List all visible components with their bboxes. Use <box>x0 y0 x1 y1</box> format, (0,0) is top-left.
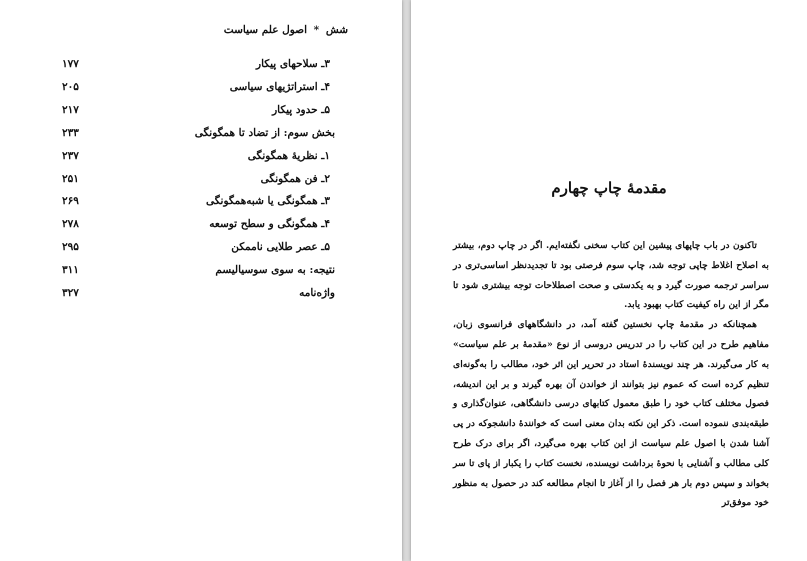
body-text <box>453 236 769 513</box>
toc-entry <box>0 285 402 307</box>
toc-entry <box>0 262 402 284</box>
toc-entry-page: ۲۰۵ <box>62 80 79 93</box>
toc-entry-page: ۲۳۳ <box>62 126 79 139</box>
right-page <box>411 0 807 561</box>
toc-entry-title: ۵ـ عصر طلایی ناممکن <box>231 241 330 254</box>
book-title: اصول علم سیاست <box>223 24 307 36</box>
toc-entry-page: ۲۹۵ <box>62 241 79 254</box>
toc-entry-title: ۴ـ استراتژیهای سیاسی <box>229 80 330 93</box>
toc-entry <box>0 171 402 193</box>
toc-entry-page: ۳۱۱ <box>62 264 79 277</box>
toc-entry <box>0 102 402 124</box>
toc-entry-title: ۱ـ نظریهٔ همگونگی <box>247 149 330 162</box>
paragraph: تاکنون در باب چاپهای پیشین این کتاب سخنی نگفته‌ایم. اگر در چاپ دوم، بیشتر به اصلاح اغلاط چاپی توجه شد، چاپ سوم فرصتی بود تا تجدیدنظر اساسی‌تری در سراسر ترجمه صورت گیرد و به یکدستی و صحت اصطلاحات توجه بیشتری شود تا مگر از این راه کیفیت کتاب بهبود یابد. <box>453 240 769 311</box>
toc-entry <box>0 56 402 78</box>
toc-entry-title: ۲ـ فن همگونگی <box>260 172 330 185</box>
toc-entry-title: نتیجه: به سوی سوسیالیسم <box>215 264 335 277</box>
toc-entry-title: ۳ـ سلاحهای پیکار <box>256 58 330 70</box>
toc-entry <box>0 239 402 261</box>
left-page <box>0 0 402 561</box>
toc-entry-title: ۵ـ حدود پیکار <box>272 103 330 116</box>
toc-entry <box>0 148 402 170</box>
toc-entry-title: واژه‌نامه <box>299 287 335 299</box>
toc-entry <box>0 125 402 147</box>
toc-entry-page: ۲۳۷ <box>62 149 79 162</box>
running-head <box>224 24 348 36</box>
toc-entry-page: ۲۶۹ <box>62 195 79 208</box>
toc-entry-page: ۲۷۸ <box>62 218 79 231</box>
toc-entry-title: ۳ـ همگونگی یا شبه‌همگونگی <box>205 195 330 208</box>
toc-entry-page: ۲۱۷ <box>62 103 79 116</box>
toc-entry <box>0 193 402 215</box>
toc-entry <box>0 79 402 101</box>
toc-entry-title: بخش سوم: از تضاد تا همگونگی <box>194 126 335 139</box>
toc-entry-page: ۱۷۷ <box>62 58 79 70</box>
page-number-label: شش <box>325 24 348 36</box>
chapter-title: مقدمهٔ چاپ چهارم <box>551 179 667 197</box>
paragraph: همچنانکه در مقدمهٔ چاپ نخستین گفته آمد، در دانشگاههای فرانسوی زبان، مفاهیم طرح در این کتاب را در تدریس دروسی از نوع «مقدمهٔ بر علم سیاست» به کار می‌گیرند. هر چند نویسندهٔ استاد در تحریر این اثر خود، مطالب را به‌گونه‌ای تنظیم کرده است که عموم نیز بتوانند از خواندن آن بهره گیرند و بر این اندیشه، فصول مختلف کتاب خود را طبق معمول کتابهای درسی دانشگاهی، عنوان‌گذاری و طبقه‌بندی ننموده است. ذکر این نکته بدان معنی است که خوانندهٔ دانشجوکه در پی آشنا شدن با اصول علم سیاست از این کتاب بهره می‌گیرد، اگر برای درک طرح کلی مطالب و آشنایی با نحوهٔ برداشت نویسنده، نخست کتاب را یکبار از پای تا سر بخواند و سپس دوم بار هر فصل را از آغاز تا انجام مطالعه کند در حصول به منظور خود موفق‌تر <box>453 319 769 509</box>
toc-entry <box>0 216 402 238</box>
toc-entry-title: ۴ـ همگونگی و سطح توسعه <box>209 218 330 231</box>
separator-star: * <box>313 24 320 36</box>
toc-entry-page: ۲۵۱ <box>62 172 79 185</box>
toc-entry-page: ۳۲۷ <box>62 287 79 299</box>
